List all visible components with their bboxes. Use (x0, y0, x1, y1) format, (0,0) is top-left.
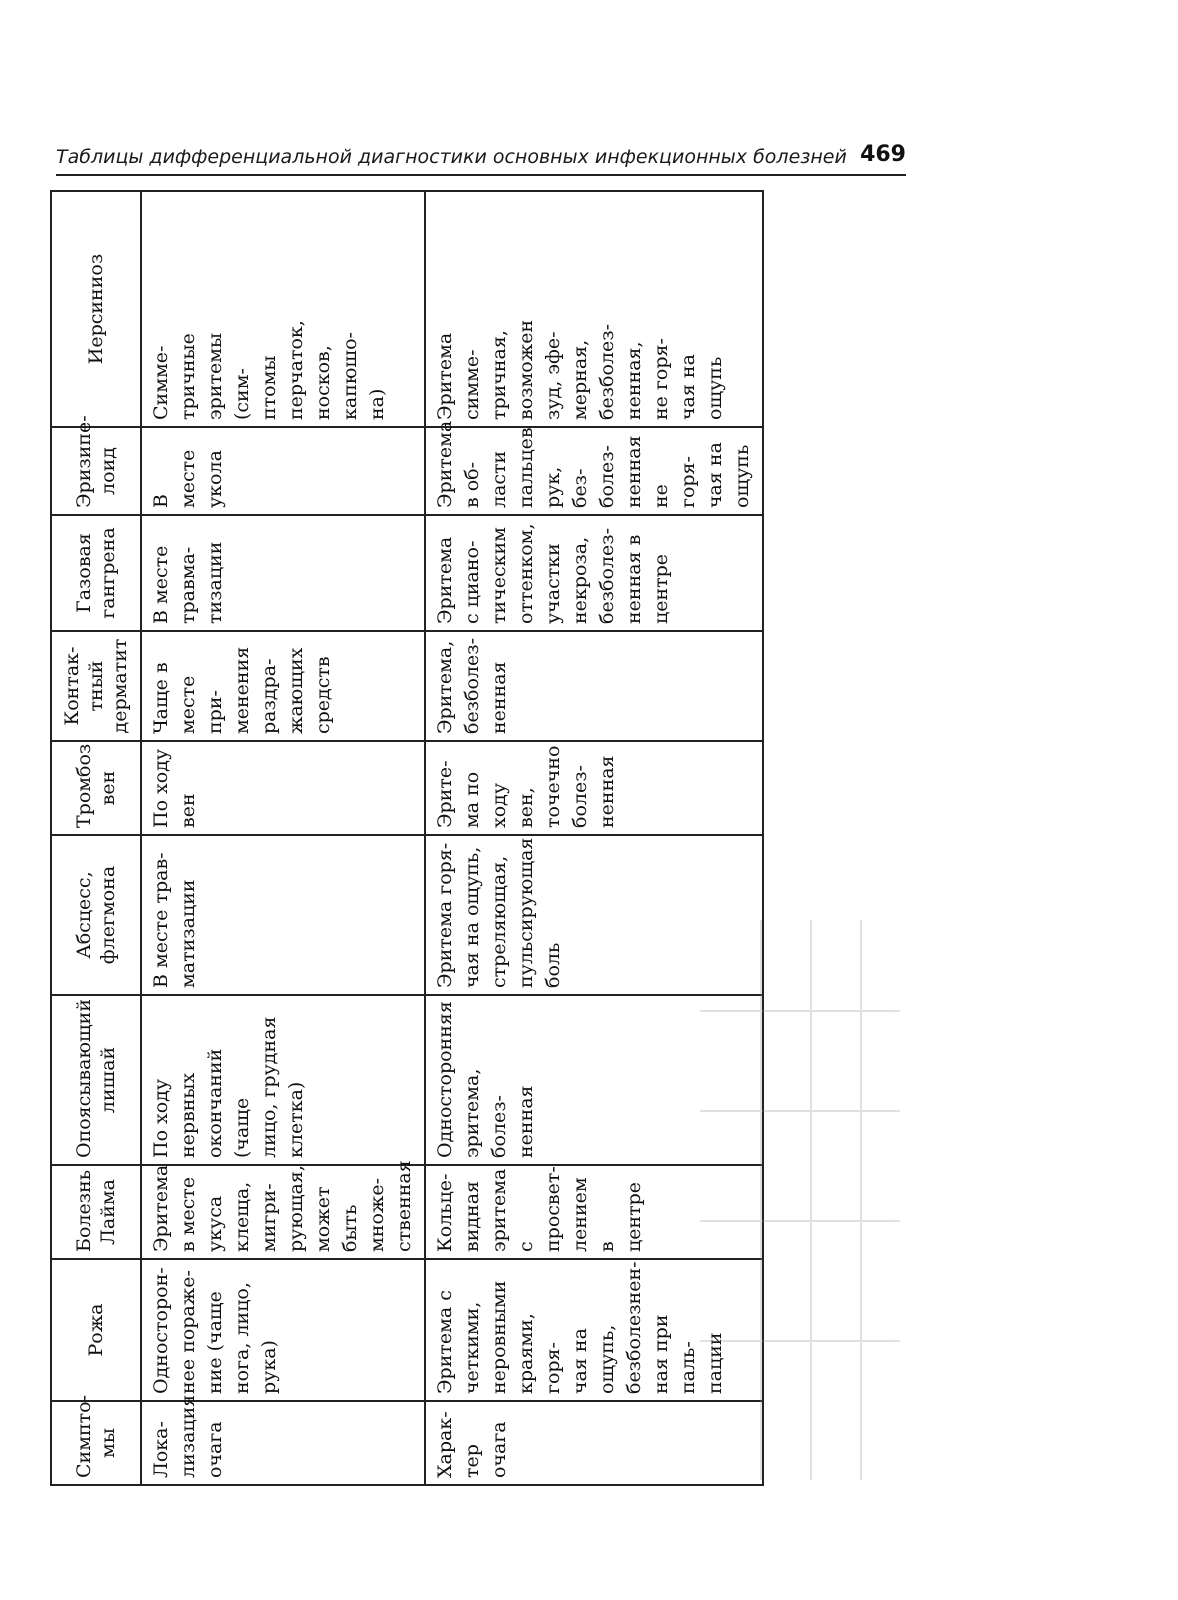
table-cell: В месте травма- тизации (141, 515, 425, 631)
differential-diagnosis-table (50, 190, 764, 1486)
running-header (56, 142, 906, 176)
table-cell: Эритема в месте укуса клеща, мигри- рующая, может быть множе- ственная (141, 1165, 425, 1259)
table-header-row (51, 191, 141, 1485)
faint-line (700, 1220, 900, 1222)
table-cell: Эрите- ма по ходу вен, точечно болез- ненная (425, 741, 763, 835)
header-title: Таблицы дифференциальной диагностики основных инфекционных болезней (56, 146, 847, 168)
rotated-table-wrapper (50, 192, 753, 1486)
table-row (141, 191, 425, 1485)
bleed-through-lines (700, 920, 900, 1480)
column-header: Абсцесс, флегмона (51, 835, 141, 995)
faint-line (810, 920, 812, 1480)
table-cell: Эритема в об- ласти пальцев рук, без- болез- ненная не горя- чая на ощупь (425, 427, 763, 515)
column-header: Эризипе- лоид (51, 427, 141, 515)
table-cell: Симме- тричные эритемы (сим- птомы перчаток, носков, капюшо- на) (141, 191, 425, 427)
table-cell: Эритема симме- тричная, возможен зуд, эфе- мерная, безболез- ненная, не горя- чая на ощупь (425, 191, 763, 427)
faint-line (860, 920, 862, 1480)
column-header: Симпто- мы (51, 1401, 141, 1485)
table-cell: В месте трав- матизации (141, 835, 425, 995)
table-cell: По ходу нервных окончаний (чаще лицо, грудная клетка) (141, 995, 425, 1165)
column-header: Иерсиниоз (51, 191, 141, 427)
column-header: Болезнь Лайма (51, 1165, 141, 1259)
table-cell: Односторон- нее пораже- ние (чаще нога, лицо, рука) (141, 1259, 425, 1401)
faint-line (760, 920, 762, 1480)
page-number: 469 (860, 142, 906, 167)
table-cell: Односторонняя эритема, болез- ненная (425, 995, 763, 1165)
column-header: Контак- тный дерматит (51, 631, 141, 741)
table-cell: Кольце- видная эритема с просвет- лением в центре (425, 1165, 763, 1259)
column-header: Газовая гангрена (51, 515, 141, 631)
column-header: Тромбоз вен (51, 741, 141, 835)
rotated-table-area (50, 192, 753, 1486)
faint-line (700, 1340, 900, 1342)
table-cell: В месте укола (141, 427, 425, 515)
faint-line (700, 1110, 900, 1112)
column-header: Опоясывающий лишай (51, 995, 141, 1165)
table-cell: Эритема горя- чая на ощупь, стреляющая, пульсирующая боль (425, 835, 763, 995)
table-cell: Эритема с циано- тическим оттенком, участки некроза, безболез- ненная в центре (425, 515, 763, 631)
table-cell: По ходу вен (141, 741, 425, 835)
faint-line (700, 1010, 900, 1012)
table-cell: Чаще в месте при- менения раздра- жающих средств (141, 631, 425, 741)
table-cell: Харак- тер очага (425, 1401, 763, 1485)
column-header: Рожа (51, 1259, 141, 1401)
table-cell: Эритема с четкими, неровными краями, горя- чая на ощупь, безболезнен- ная при паль- пации (425, 1259, 763, 1401)
table-cell: Эритема, безболез- ненная (425, 631, 763, 741)
table-cell: Лока- лизация очага (141, 1401, 425, 1485)
